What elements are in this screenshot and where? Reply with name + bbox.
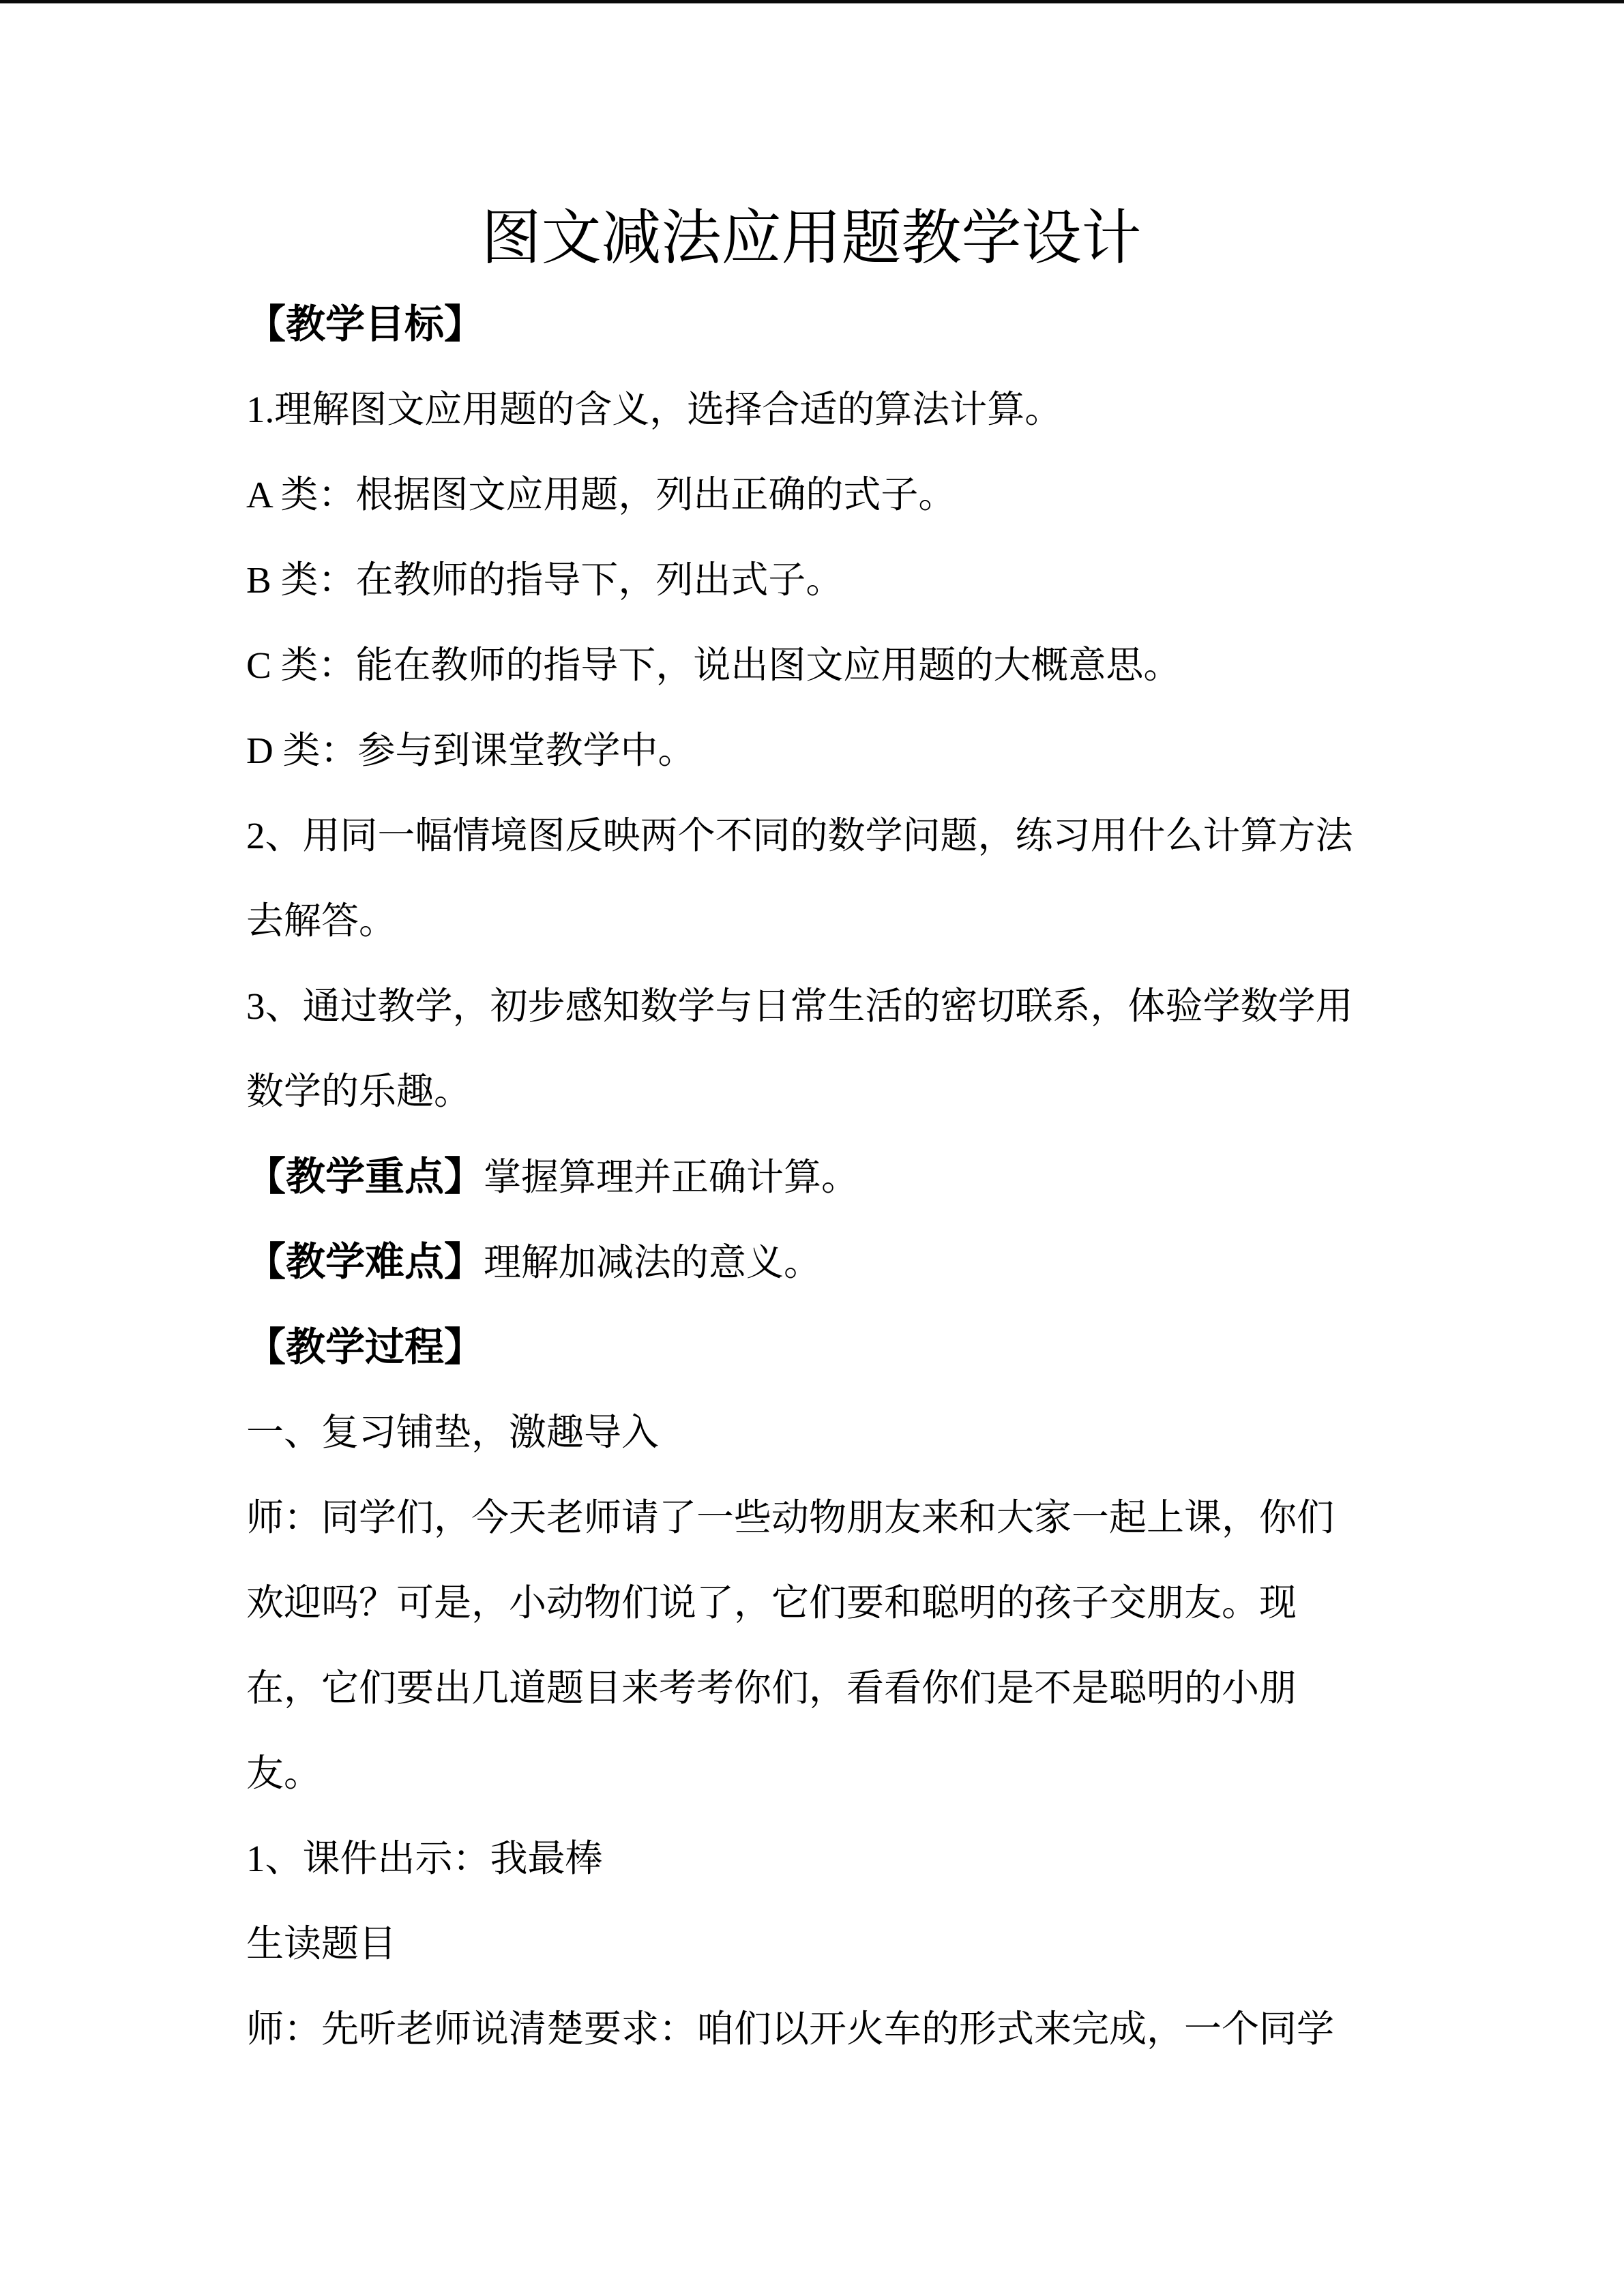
paragraph-courseware-display: 1、课件出示：我最棒 — [246, 1838, 603, 1879]
teaching-difficulties-label: 【教学难点】 — [246, 1240, 484, 1284]
paragraph-objective-class-d: D 类：参与到课堂教学中。 — [246, 730, 696, 771]
page-title: 图文减法应用题教学设计 — [481, 206, 1142, 272]
paragraph-objective-3-line-2: 数学的乐趣。 — [246, 1071, 472, 1112]
paragraph-objective-2-line-2: 去解答。 — [246, 900, 397, 942]
paragraph-objective-class-c: C 类：能在教师的指导下，说出图文应用题的大概意思。 — [246, 644, 1181, 686]
paragraph-objective-2-line-1: 2、用同一幅情境图反映两个不同的数学问题，练习用什么计算方法 — [246, 815, 1353, 856]
paragraph-teacher-speech-line-4: 友。 — [246, 1753, 322, 1794]
paragraph-objective-1: 1.理解图文应用题的含义，选择合适的算法计算。 — [246, 389, 1063, 430]
section-heading-teaching-process: 【教学过程】 — [246, 1325, 484, 1369]
teaching-key-points-text: 掌握算理并正确计算。 — [484, 1157, 859, 1198]
paragraph-teacher-speech-line-1: 师：同学们，今天老师请了一些动物朋友来和大家一起上课，你们 — [246, 1497, 1335, 1538]
paragraph-objective-class-b: B 类：在教师的指导下，列出式子。 — [246, 559, 844, 601]
paragraph-process-step-one: 一、复习铺垫，激趣导入 — [246, 1412, 660, 1453]
paragraph-teacher-speech-line-2: 欢迎吗？可是，小动物们说了，它们要和聪明的孩子交朋友。现 — [246, 1582, 1297, 1624]
section-heading-teaching-objectives: 【教学目标】 — [246, 302, 484, 346]
paragraph-objective-class-a: A 类：根据图文应用题，列出正确的式子。 — [246, 474, 956, 516]
page-top-border — [0, 0, 1624, 3]
section-teaching-difficulties — [246, 1219, 1376, 1304]
paragraph-students-read-title: 生读题目 — [246, 1923, 397, 1965]
paragraph-objective-3-line-1: 3、通过教学，初步感知数学与日常生活的密切联系，体验学数学用 — [246, 985, 1353, 1027]
teaching-key-points-label: 【教学重点】 — [246, 1154, 484, 1199]
document-content — [246, 196, 1376, 2072]
teaching-difficulties-text: 理解加减法的意义。 — [484, 1242, 822, 1283]
paragraph-teacher-instruction: 师：先听老师说清楚要求：咱们以开火车的形式来完成，一个同学 — [246, 2008, 1335, 2050]
paragraph-teacher-speech-line-3: 在，它们要出几道题目来考考你们，看看你们是不是聪明的小朋 — [246, 1667, 1297, 1709]
section-teaching-key-points — [246, 1134, 1376, 1219]
